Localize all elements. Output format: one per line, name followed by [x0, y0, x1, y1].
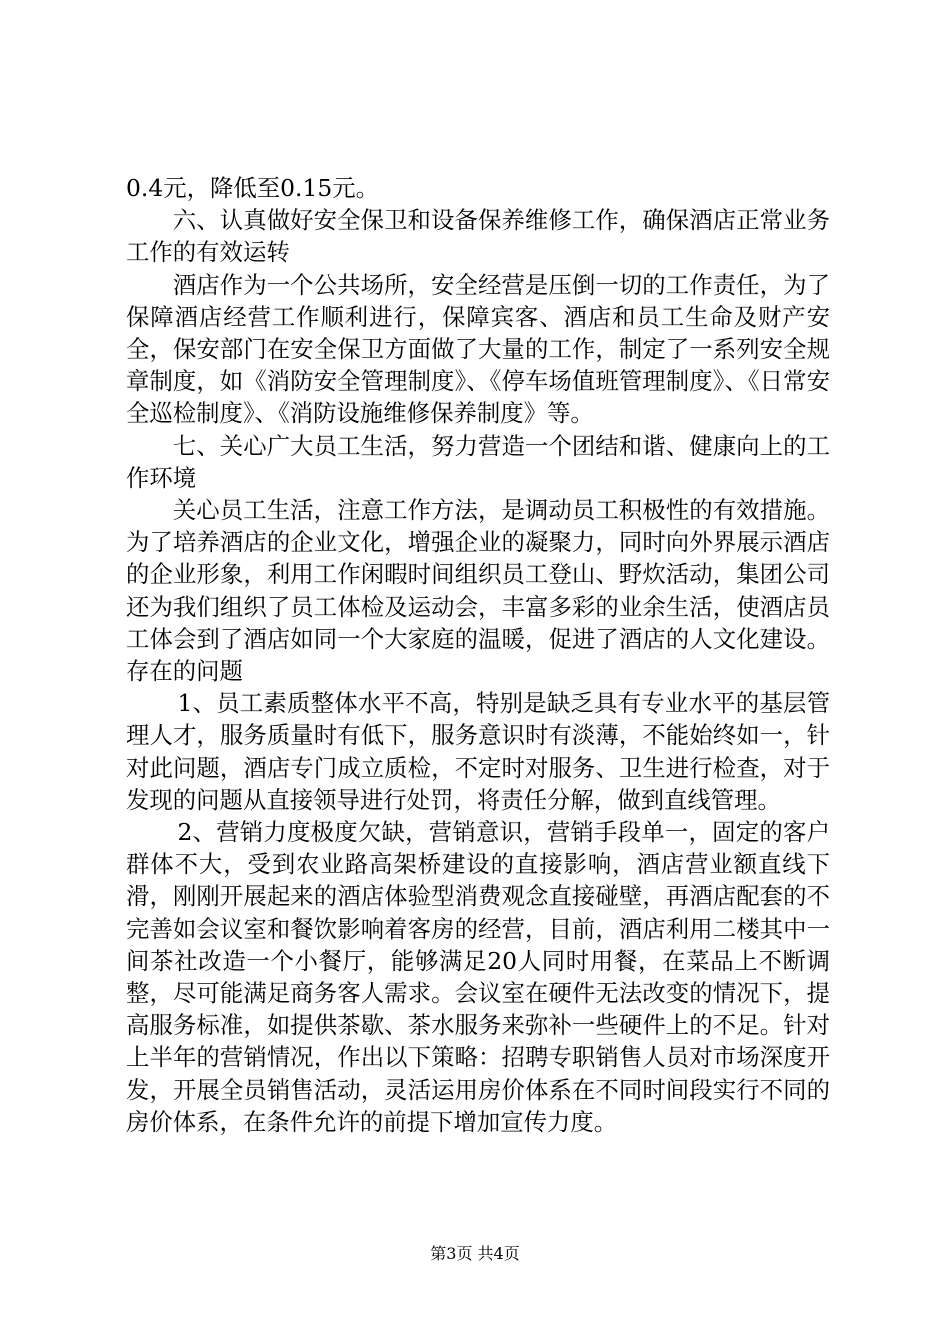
paragraph-issue-2: 2、营销力度极度欠缺，营销意识，营销手段单一，固定的客户群体不大，受到农业路高架桥建设的直接影响，酒店营业额直线下滑，刚刚开展起来的酒店体验型消费观念直接碰壁，再酒店配套的不完善如会议室和餐饮影响着客房的经营，目前，酒店利用二楼其中一间茶社改造一个小餐厅，能够满足20人同时用餐，在菜品上不断调整，尽可能满足商务客人需求。会议室在硬件无法改变的情况下，提高服务标准，如提供茶歇、茶水服务来弥补一些硬件上的不足。针对上半年的营销情况，作出以下策略：招聘专职销售人员对市场深度开发，开展全员销售活动，灵活运用房价体系在不同时间段实行不同的房价体系，在条件允许的前提下增加宣传力度。 — [126, 818, 830, 1136]
paragraph-security: 酒店作为一个公共场所，安全经营是压倒一切的工作责任，为了保障酒店经营工作顺利进行，保障宾客、酒店和员工生命及财产安全，保安部门在安全保卫方面做了大量的工作，制定了一系列安全规章制度，如《消防安全管理制度》、《停车场值班管理制度》、《日常安全巡检制度》、《消防设施维修保养制度》等。 — [126, 270, 830, 428]
paragraph-cost-reduction: 0.4元，降低至0.15元。 — [126, 174, 380, 202]
section-heading-staff-life: 七、关心广大员工生活，努力营造一个团结和谐、健康向上的工作环境 — [126, 431, 830, 492]
document-body — [126, 172, 830, 1138]
page-footer: 第3页 共4页 — [430, 1244, 520, 1263]
paragraph-staff-life: 关心员工生活，注意工作方法，是调动员工积极性的有效措施。为了培养酒店的企业文化，增强企业的凝聚力，同时向外界展示酒店的企业形象，利用工作闲暇时间组织员工登山、野炊活动，集团公司还为我们组织了员工体检及运动会，丰富多彩的业余生活，使酒店员工体会到了酒店如同一个大家庭的温暖，促进了酒店的人文化建设。存在的问题 — [126, 496, 830, 686]
section-heading-security: 六、认真做好安全保卫和设备保养维修工作，确保酒店正常业务工作的有效运转 — [126, 206, 830, 267]
paragraph-issue-1: 1、员工素质整体水平不高，特别是缺乏具有专业水平的基层管理人才，服务质量时有低下，服务意识时有淡薄，不能始终如一，针对此问题，酒店专门成立质检，不定时对服务、卫生进行检查，对于发现的问题从直接领导进行处罚，将责任分解，做到直线管理。 — [126, 689, 830, 814]
